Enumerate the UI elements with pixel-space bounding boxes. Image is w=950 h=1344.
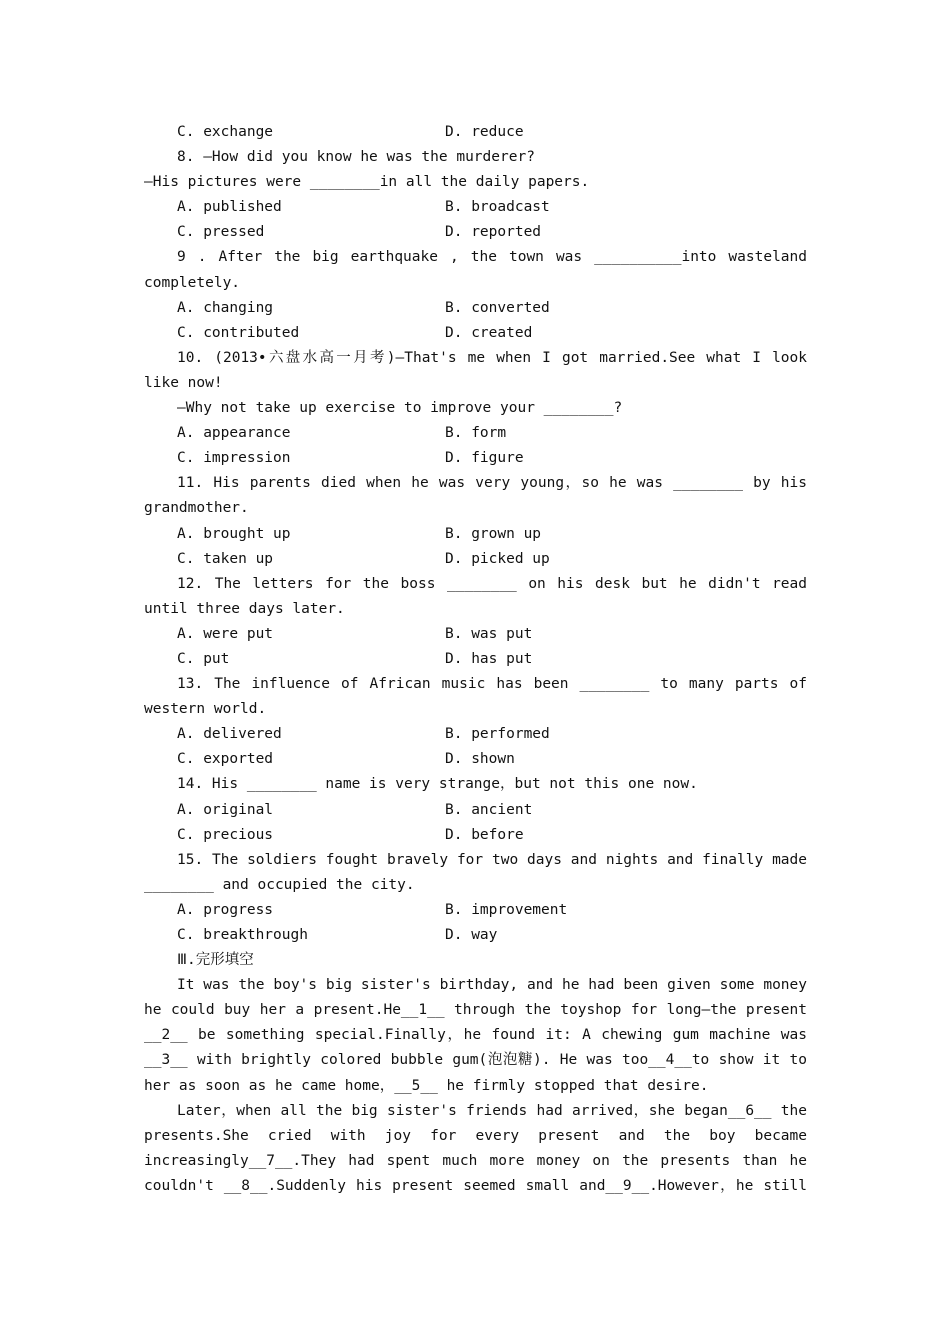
section-heading-cloze: Ⅲ.完形填空 [177,952,254,969]
q8-options-cd [144,220,807,245]
q8-options-ab [144,195,807,220]
q13-option-b: B. performed [445,726,550,743]
q8-stem: 8. —How did you know he was the murderer? [177,149,535,166]
q10-option-d: D. figure [445,450,524,467]
q12-stem-line2: until three days later. [144,600,345,617]
q7-option-c: C. exchange [177,124,274,140]
q7-option-d: D. reduce [445,124,524,140]
q8-option-a: A. published [177,199,282,216]
q9-option-a: A. changing [177,299,274,316]
q11-option-c: C. taken up [177,550,274,567]
q9-options-ab [144,296,807,321]
q10-reply: —Why not take up exercise to improve your ________? [177,400,623,417]
q13-option-d: D. shown [445,751,515,768]
q15-option-b: B. improvement [445,901,568,918]
q14-options-cd [144,823,807,848]
q13-stem-line2: western world. [144,701,267,718]
q11-option-a: A. brought up [177,525,291,542]
q10-options-ab [144,421,807,446]
q9-option-c: C. contributed [177,324,300,341]
q12-options-cd [144,647,807,672]
cloze-p2-line: Later，when all the big sister's friends had arrived，she began__6__ the [177,1102,807,1119]
q11-stem-line2: grandmother. [144,500,249,517]
q15-options-cd [144,923,807,948]
q15-stem-line1: 15. The soldiers fought bravely for two days and nights and finally made [177,851,807,868]
cloze-p2-line: couldn't __8__.Suddenly his present seemed small and__9__.However，he still [144,1177,807,1194]
q14-stem: 14. His ________ name is very strange，but not this one now. [177,776,698,793]
cloze-p1-line: __2__ be something special.Finally，he found it: A chewing gum machine was [144,1027,807,1044]
q15-option-d: D. way [445,927,498,943]
cloze-p1-line: he could buy her a present.He__1__ through the toyshop for long—the present [144,1002,807,1019]
q11-option-b: B. grown up [445,525,542,542]
q8-option-c: C. pressed [177,224,265,241]
q15-stem-line2: ________ and occupied the city. [144,876,415,893]
q11-stem-line1: 11. His parents died when he was very young，so he was ________ by his [177,475,807,492]
q9-stem-line1: 9 . After the big earthquake , the town was __________into wasteland [177,249,807,266]
q13-option-a: A. delivered [177,726,282,743]
q10-stem-line2: like now! [144,374,223,391]
cloze-p1-line: __3__ with brightly colored bubble gum(泡泡糖). He was too__4__to show it to [144,1052,807,1069]
q13-options-ab [144,722,807,747]
q8-reply: —His pictures were ________in all the daily papers. [144,174,590,191]
q14-option-a: A. original [177,801,274,818]
exam-content [144,120,807,1199]
q10-option-c: C. impression [177,450,291,467]
q10-option-b: B. form [445,425,507,442]
q11-options-ab [144,522,807,547]
cloze-p2-line: presents.She cried with joy for every present and the boy became [144,1127,807,1144]
q8-option-b: B. broadcast [445,199,550,216]
q15-option-c: C. breakthrough [177,927,308,943]
cloze-p1-line: It was the boy's big sister's birthday, and he had been given some money [177,977,807,994]
q15-options-ab [144,898,807,923]
q11-option-d: D. picked up [445,550,550,567]
q10-stem-line1: 10. (2013•六盘水高一月考)—That's me when I got married.See what I look [177,349,807,366]
q14-option-b: B. ancient [445,801,533,818]
q13-options-cd [144,747,807,772]
q9-stem-line2: completely. [144,274,241,291]
q10-options-cd [144,446,807,471]
q9-options-cd [144,321,807,346]
q7-options-cd [144,120,807,145]
q12-option-b: B. was put [445,625,533,642]
q9-option-d: D. created [445,324,533,341]
q14-options-ab [144,798,807,823]
q9-option-b: B. converted [445,299,550,316]
q14-option-c: C. precious [177,826,274,843]
cloze-p2-line: increasingly__7__.They had spent much more money on the presents than he [144,1152,807,1169]
q12-options-ab [144,622,807,647]
q10-option-a: A. appearance [177,425,291,442]
q12-option-d: D. has put [445,650,533,667]
cloze-p1-line: her as soon as he came home，__5__ he firmly stopped that desire. [144,1077,709,1094]
q12-option-c: C. put [177,650,230,667]
q13-stem-line1: 13. The influence of African music has been ________ to many parts of [177,676,807,693]
q13-option-c: C. exported [177,751,274,768]
q12-option-a: A. were put [177,625,274,642]
q14-option-d: D. before [445,826,524,843]
q11-options-cd [144,547,807,572]
q15-option-a: A. progress [177,901,274,918]
q12-stem-line1: 12. The letters for the boss ________ on his desk but he didn't read [177,575,807,592]
q8-option-d: D. reported [445,224,542,241]
